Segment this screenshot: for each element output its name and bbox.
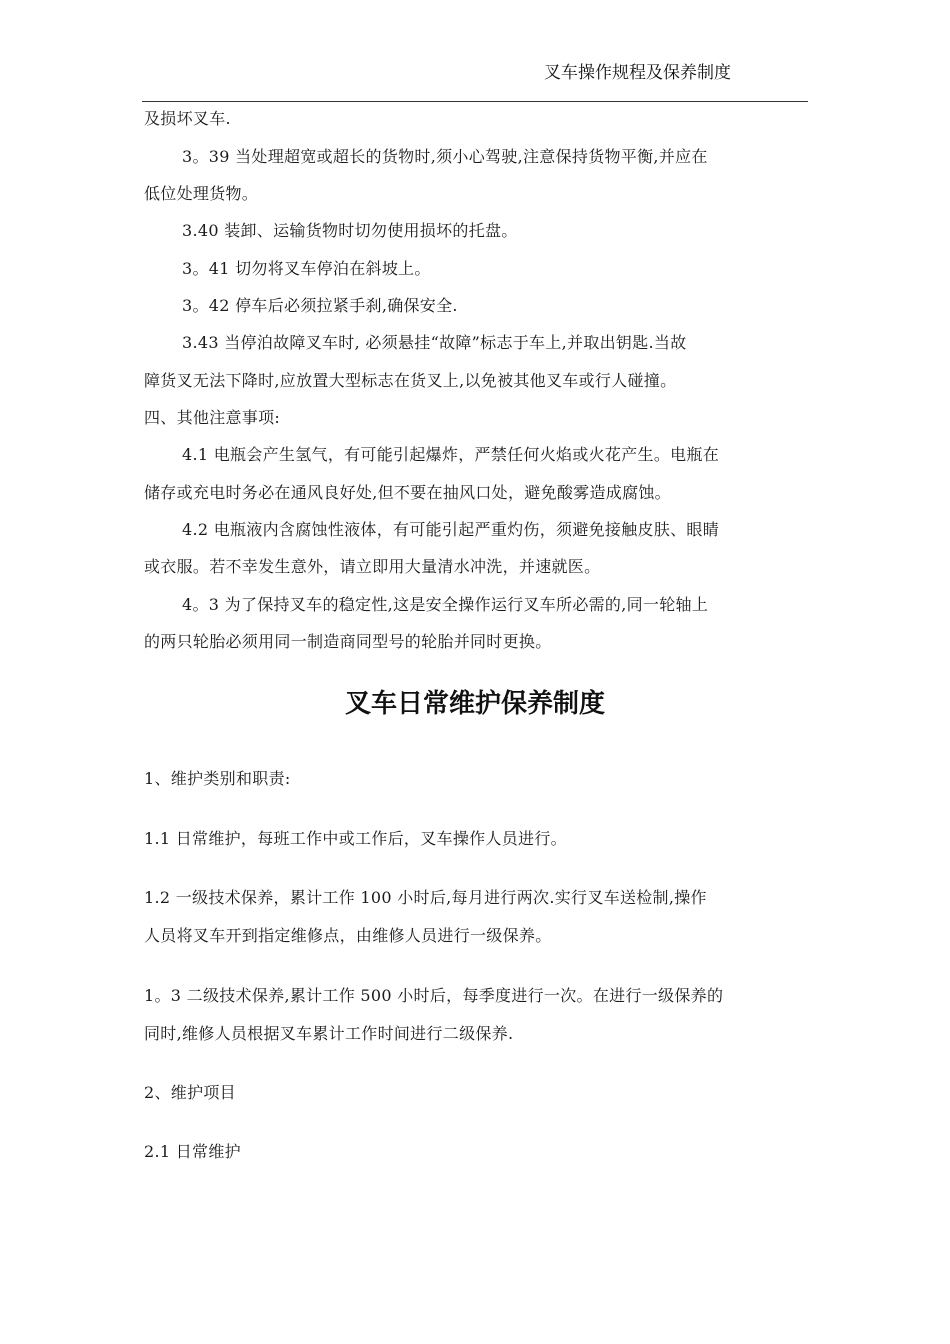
text-line: 同时,维修人员根据叉车累计工作时间进行二级保养.: [144, 1024, 514, 1043]
text-line: 或衣服。若不幸发生意外，请立即用大量清水冲洗，并速就医。: [144, 557, 601, 576]
header-title: 叉车操作规程及保养制度: [544, 63, 731, 83]
text-line: 3。42 停车后必须拉紧手刹,确保安全.: [182, 296, 458, 315]
text-line: 4。3 为了保持叉车的稳定性,这是安全操作运行叉车所必需的,同一轮轴上: [182, 595, 709, 614]
text-line: 四、其他注意事项:: [144, 408, 281, 427]
text-line: 人员将叉车开到指定维修点，由维修人员进行一级保养。: [144, 926, 552, 945]
text-line: 4.1 电瓶会产生氢气，有可能引起爆炸，严禁任何火焰或火花产生。电瓶在: [182, 445, 720, 464]
text-line: 2.1 日常维护: [144, 1142, 241, 1161]
section-heading: 叉车日常维护保养制度: [344, 689, 605, 719]
header-rule: [142, 101, 808, 102]
text-line: 4.2 电瓶液内含腐蚀性液体，有可能引起严重灼伤，须避免接触皮肤、眼睛: [182, 520, 720, 539]
text-line: 1.1 日常维护，每班工作中或工作后，叉车操作人员进行。: [144, 829, 567, 848]
text-line: 储存或充电时务必在通风良好处,但不要在抽风口处，避免酸雾造成腐蚀。: [144, 483, 671, 502]
text-line: 障货叉无法下降时,应放置大型标志在货叉上,以免被其他叉车或行人碰撞。: [144, 371, 677, 390]
text-line: 1、维护类别和职责:: [144, 769, 291, 788]
text-line: 3。39 当处理超宽或超长的货物时,须小心驾驶,注意保持货物平衡,并应在: [182, 147, 708, 166]
text-line: 3.40 装卸、运输货物时切勿使用损坏的托盘。: [182, 221, 518, 240]
text-line: 1。3 二级技术保养,累计工作 500 小时后，每季度进行一次。在进行一级保养的: [144, 986, 724, 1005]
text-line: 低位处理货物。: [144, 184, 259, 203]
text-line: 1.2 一级技术保养，累计工作 100 小时后,每月进行两次.实行叉车送检制,操作: [144, 888, 707, 907]
text-line: 的两只轮胎必须用同一制造商同型号的轮胎并同时更换。: [144, 632, 552, 651]
text-line: 2、维护项目: [144, 1083, 236, 1102]
text-line: 3.43 当停泊故障叉车时, 必须悬挂“故障”标志于车上,并取出钥匙.当故: [182, 333, 687, 352]
text-line: 3。41 切勿将叉车停泊在斜坡上。: [182, 259, 431, 278]
text-line: 及损坏叉车.: [144, 109, 231, 128]
